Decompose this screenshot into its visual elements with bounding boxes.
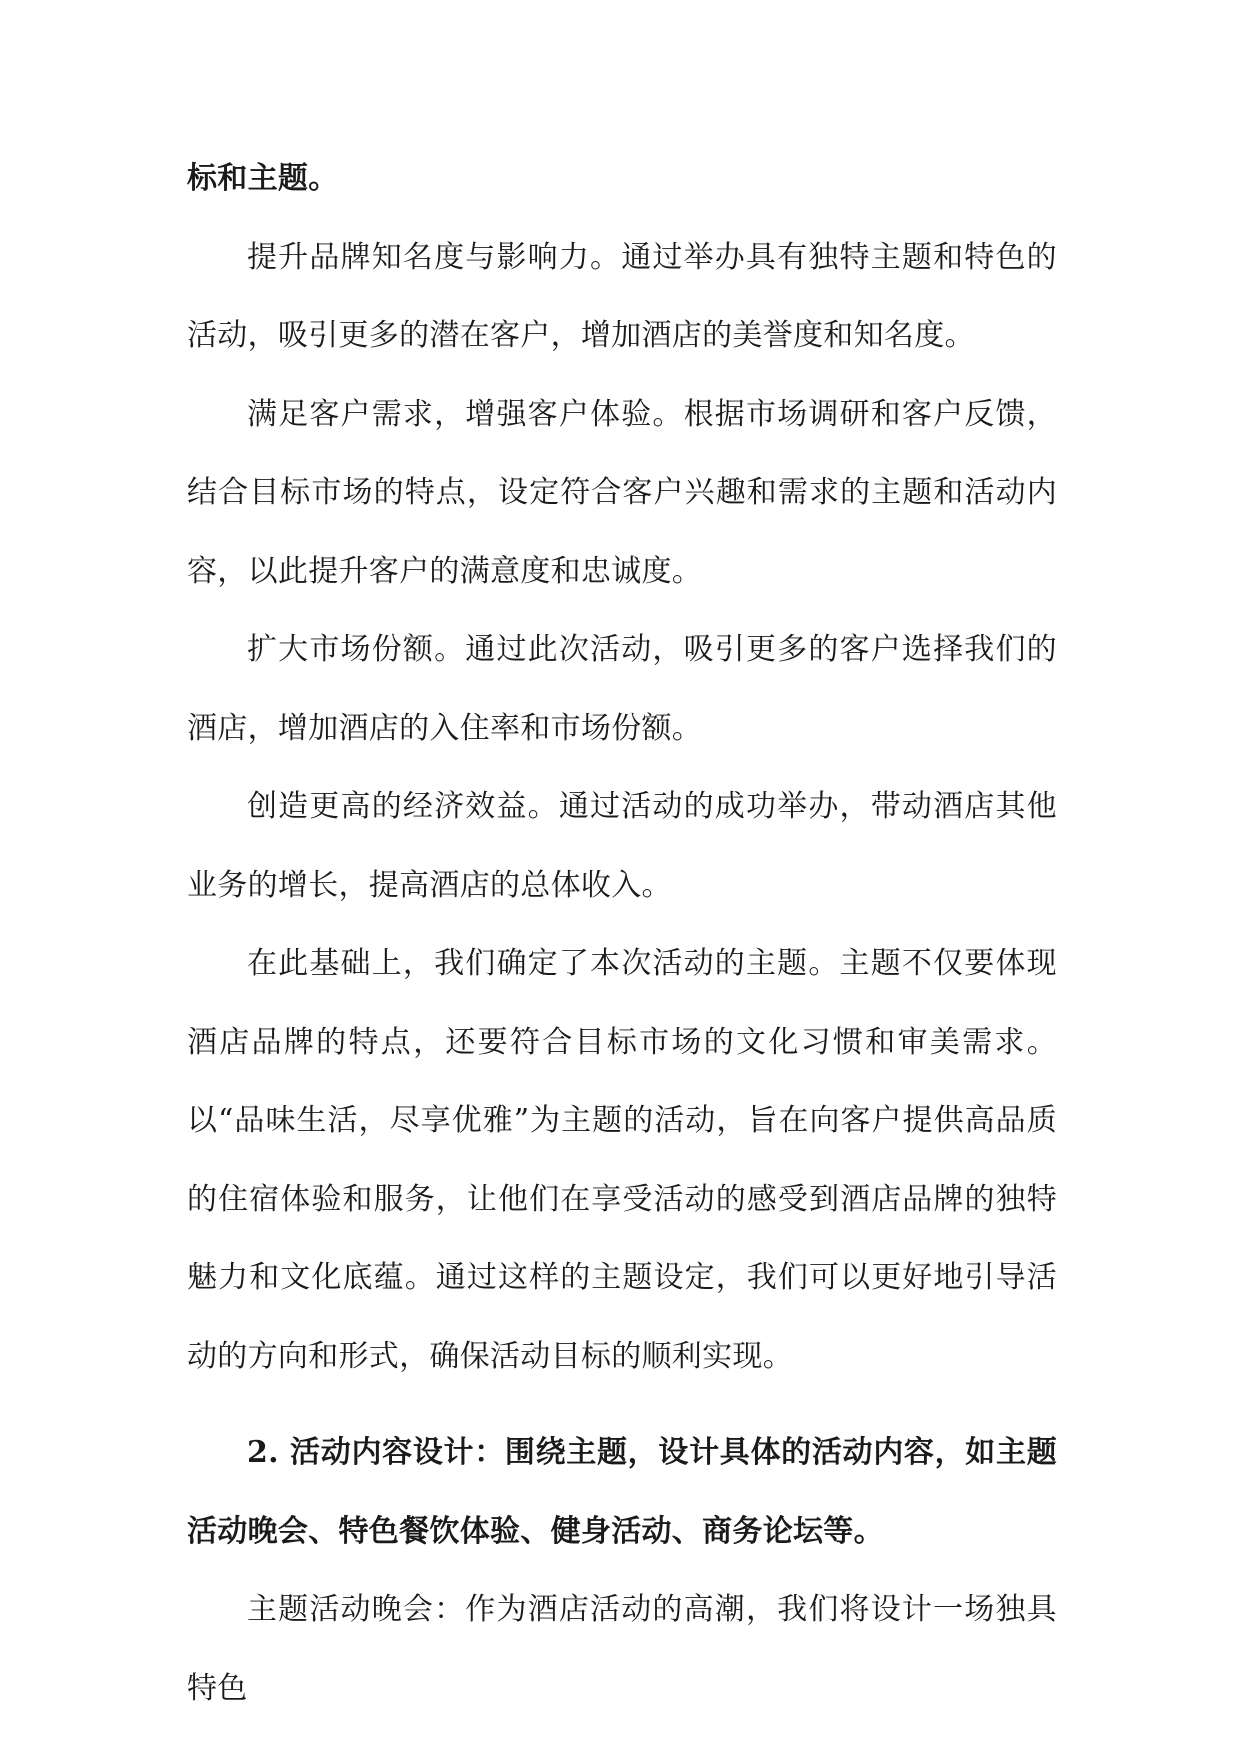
paragraph-customer-needs: 满足客户需求，增强客户体验。根据市场调研和客户反馈，结合目标市场的特点，设定符合客户兴趣和需求的主题和活动内容，以此提升客户的满意度和忠诚度。 [187,396,1057,589]
continued-heading-fragment: 标和主题。 [187,161,339,196]
section-heading-activity-content: 2. 活动内容设计：围绕主题，设计具体的活动内容，如主题活动晚会、特色餐饮体验、健身活动、商务论坛等。 [187,1435,1057,1549]
document-body [187,140,1057,1728]
paragraph-theme-gala: 主题活动晚会：作为酒店活动的高潮，我们将设计一场独具特色 [187,1592,1057,1706]
paragraph-brand-awareness: 提升品牌知名度与影响力。通过举办具有独特主题和特色的活动，吸引更多的潜在客户，增加酒店的美誉度和知名度。 [187,239,1057,353]
paragraph-economic-benefit: 创造更高的经济效益。通过活动的成功举办，带动酒店其他业务的增长，提高酒店的总体收入。 [187,789,1057,903]
paragraph-market-share: 扩大市场份额。通过此次活动，吸引更多的客户选择我们的酒店，增加酒店的入住率和市场份额。 [187,632,1057,746]
paragraph-theme-definition: 在此基础上，我们确定了本次活动的主题。主题不仅要体现酒店品牌的特点，还要符合目标市场的文化习惯和审美需求。以“品味生活，尽享优雅”为主题的活动，旨在向客户提供高品质的住宿体验和服务，让他们在享受活动的感受到酒店品牌的独特魅力和文化底蕴。通过这样的主题设定，我们可以更好地引导活动的方向和形式，确保活动目标的顺利实现。 [187,946,1057,1374]
